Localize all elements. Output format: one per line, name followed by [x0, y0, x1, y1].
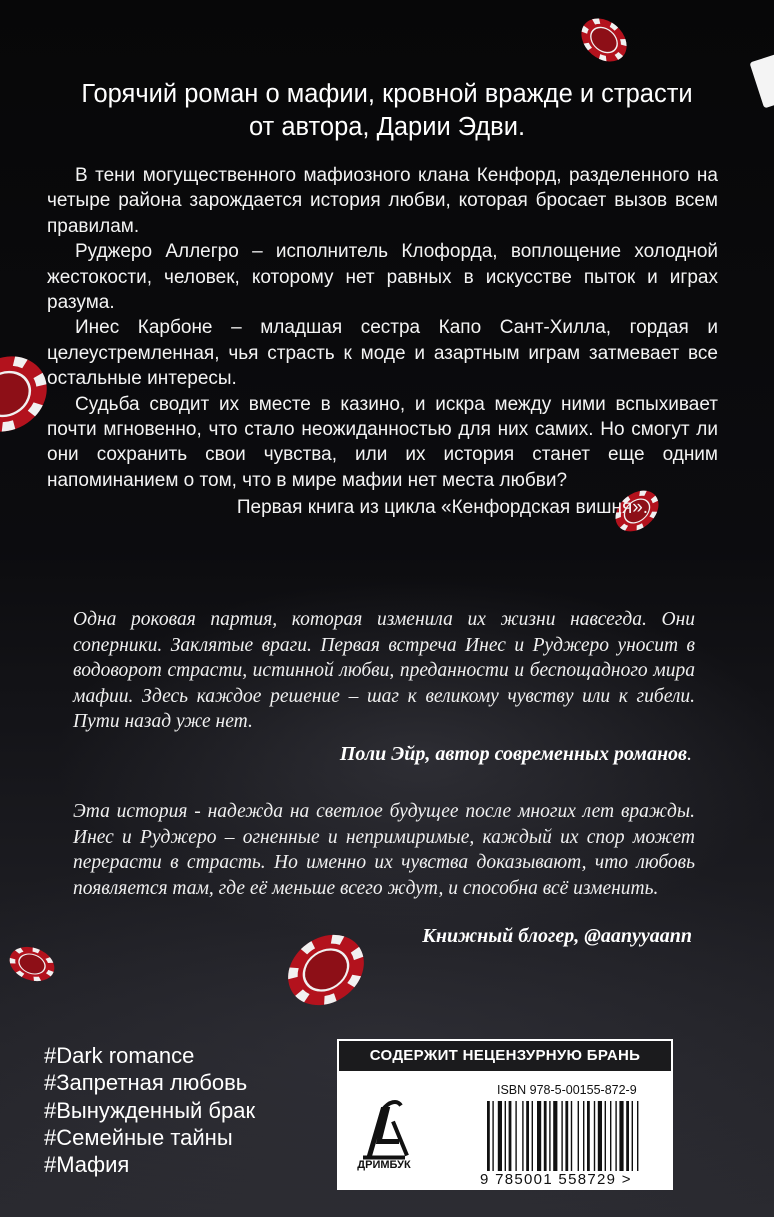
barcode-icon [487, 1101, 667, 1171]
barcode-bar [537, 1101, 541, 1171]
synopsis-paragraph: Руджеро Аллегро – исполнитель Клофорда, воплощение холодной жестокости, человек, которому нет равных в искусстве пыток и играх разума. [47, 241, 718, 314]
review-author-suffix: . [687, 743, 692, 765]
headline: Горячий роман о мафии, кровной вражде и страсти от автора, Дарии Эдви. [81, 80, 693, 141]
review-author [340, 743, 692, 766]
barcode-bar [632, 1101, 633, 1171]
barcode-bar [515, 1101, 516, 1171]
barcode-bar [583, 1101, 584, 1171]
isbn: ISBN 978-5-00155-872-9 [497, 1083, 637, 1097]
review-text: Эта история - надежда на светлое будущее после многих лет вражды. Инес и Руджеро – огненные и непримиримые, каждый их спор может перерасти в страсть. Но именно их чувства доказывают, что любовь появляется там, где её меньше всего ждут, и способна всё изменить. [73, 801, 695, 899]
content-warning: СОДЕРЖИТ НЕЦЕНЗУРНУЮ БРАНЬ [337, 1039, 673, 1073]
barcode-bar [509, 1101, 512, 1171]
poker-chip-icon [4, 940, 61, 988]
hashtag: #Семейные тайны [44, 1124, 233, 1150]
barcode-bar [619, 1101, 623, 1171]
barcode-bar [505, 1101, 506, 1171]
review-quote [73, 607, 695, 735]
barcode-bar [571, 1101, 572, 1171]
barcode-bar [610, 1101, 611, 1171]
barcode-bar [487, 1101, 490, 1171]
barcode-bar [544, 1101, 547, 1171]
synopsis-paragraph: В тени могущественного мафиозного клана Кенфорд, разделенного на четыре района зарождается история любви, которая бросает вызов всем правилам. [47, 165, 718, 237]
barcode-bar [522, 1101, 523, 1171]
poker-chip-icon [572, 8, 637, 71]
hashtag: #Мафия [44, 1152, 130, 1178]
hashtag: #Запретная любовь [44, 1070, 248, 1096]
hashtag: #Dark romance [44, 1043, 195, 1068]
barcode-bar [637, 1101, 638, 1171]
barcode-bar [615, 1101, 616, 1171]
barcode-panel [337, 1039, 673, 1190]
synopsis-paragraph: Инес Карбоне – младшая сестра Капо Сант-Хилла, гордая и целеустремленная, чья страсть к моде и азартным играм затмевает все остальные интересы. [47, 317, 718, 390]
poker-chip-icon [272, 918, 379, 1021]
barcode-bar [492, 1101, 493, 1171]
barcode-bar [498, 1101, 502, 1171]
barcode-bar [549, 1101, 550, 1171]
review-author-name: Поли Эйр, автор современных романов [339, 743, 687, 765]
barcode-bar [565, 1101, 568, 1171]
synopsis-paragraph: Судьба сводит их вместе в казино, и искра между ними вспыхивает почти мгновенно, что стало неожиданностью для них самих. Но смогут ли они сохранить свои чувства, или их история станет еще одним напоминанием о том, что в мире мафии нет места любви? [47, 393, 718, 491]
playing-card-icon [749, 52, 774, 109]
hashtag-list [44, 1042, 255, 1178]
barcode-bar [587, 1101, 590, 1171]
barcode-bar [594, 1101, 595, 1171]
synopsis [47, 163, 718, 521]
hashtag: #Вынужденный брак [44, 1097, 256, 1123]
series-note: Первая книга из цикла «Кенфордская вишня». [236, 497, 649, 519]
barcode-bar [526, 1101, 529, 1171]
review-text: Одна роковая партия, которая изменила их жизни навсегда. Они соперники. Заклятые враги. Первая встреча Инес и Руджеро уносит в водоворот страсти, истинной любви, преданности и беспощадного мира мафии. Здесь каждое решение – шаг к великому чувству или к гибели. Пути назад уже нет. [73, 609, 695, 733]
review-author-name: Книжный блогер, @aanyyaann [422, 925, 692, 947]
publisher-name: ДРИМБУК [357, 1159, 411, 1171]
barcode-bar [626, 1101, 629, 1171]
barcode-bar [578, 1101, 579, 1171]
barcode-number: 9 785001 558729 > [480, 1171, 632, 1188]
review-quote [73, 799, 695, 901]
barcode-bar [553, 1101, 557, 1171]
barcode-bar [605, 1101, 606, 1171]
review-author [422, 925, 692, 948]
barcode-bar [561, 1101, 562, 1171]
barcode-bar [598, 1101, 602, 1171]
barcode-bar [532, 1101, 533, 1171]
